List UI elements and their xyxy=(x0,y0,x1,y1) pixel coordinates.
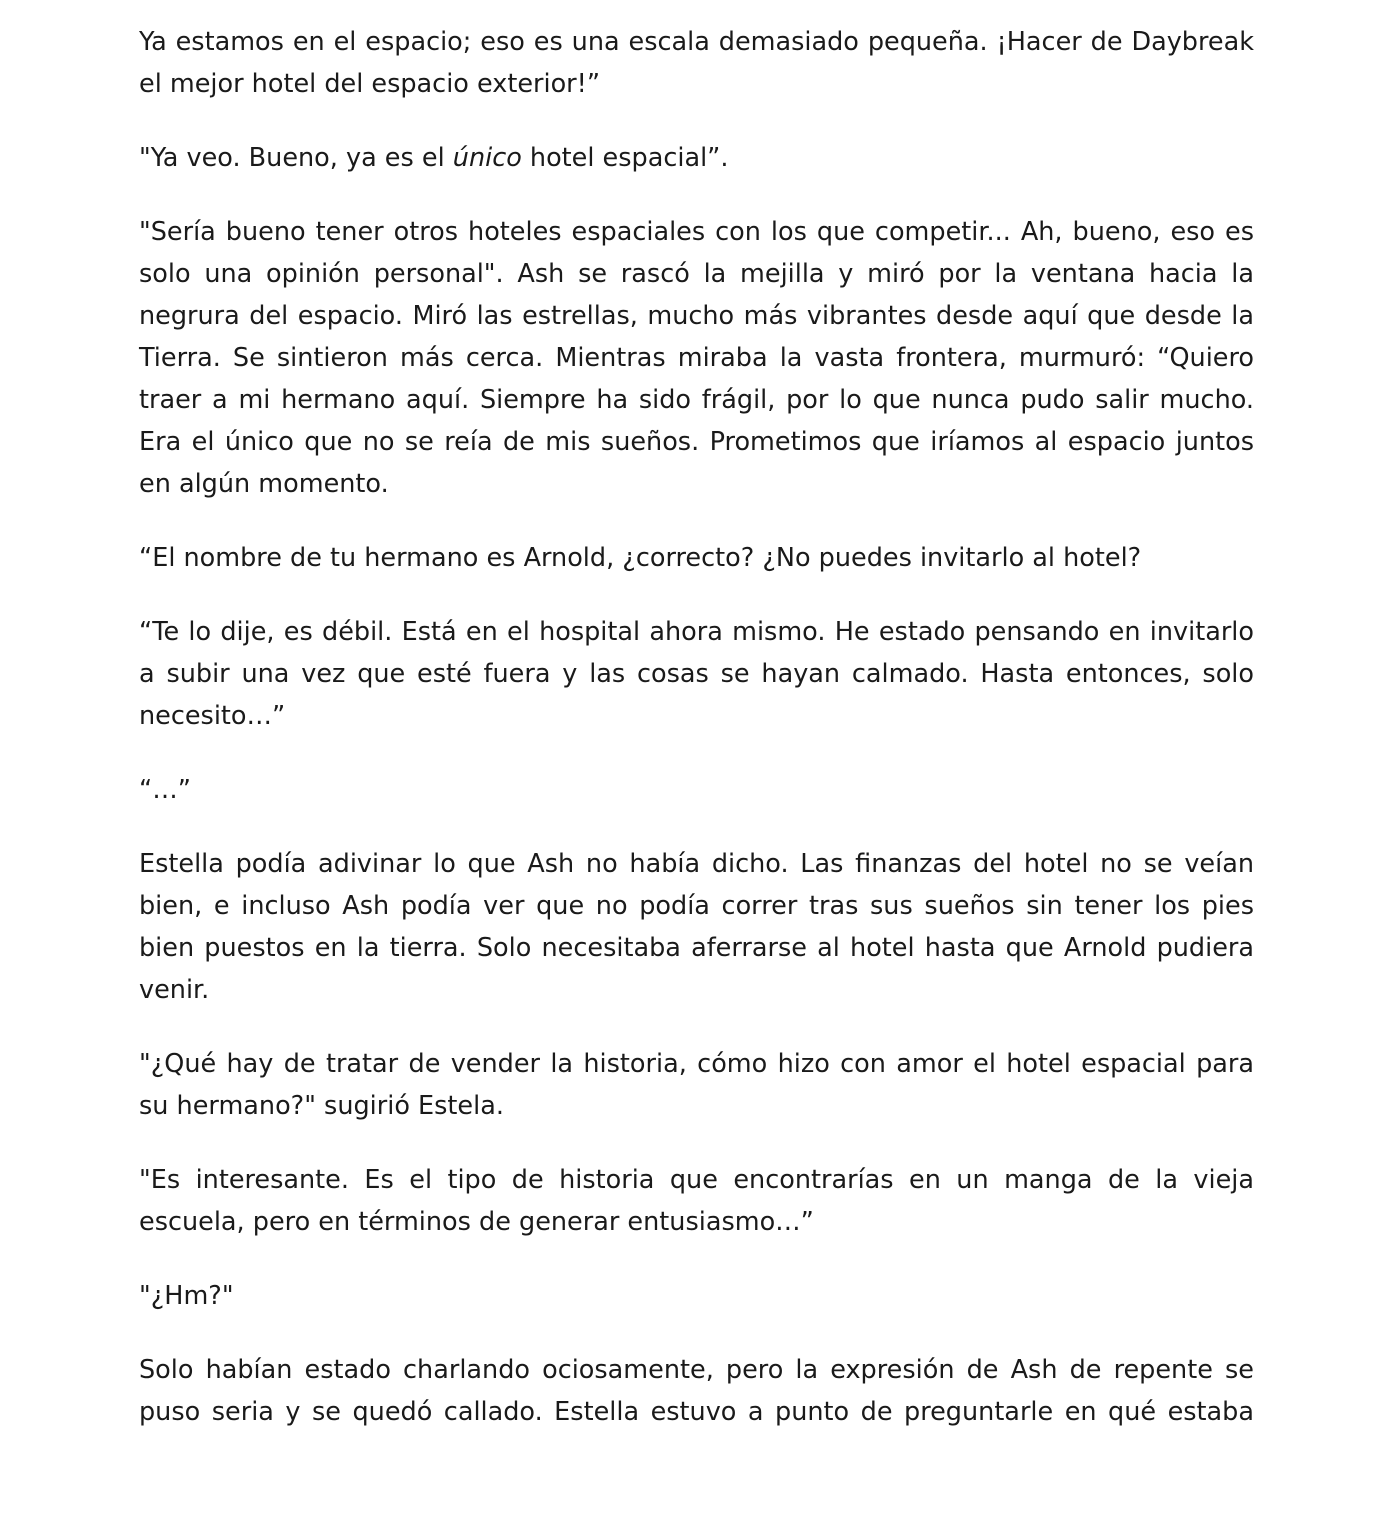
paragraph-3: "Sería bueno tener otros hoteles espaciales con los que competir... Ah, bueno, eso es solo una opinión personal". Ash se rascó la mejilla y miró por la ventana hacia la negrura del espacio. Miró las estrellas, mucho más vibrantes desde aquí que desde la Tierra. Se sintieron más cerca. Mientras miraba la vasta frontera, murmuró: “Quiero traer a mi hermano aquí. Siempre ha sido frágil, por lo que nunca pudo salir mucho. Era el único que no se reía de mis sueños. Prometimos que iríamos al espacio juntos en algún momento. xyxy=(139,217,1254,499)
paragraph-2-start: "Ya veo. Bueno, ya es el xyxy=(139,143,453,173)
paragraph-9: "Es interesante. Es el tipo de historia que encontrarías en un manga de la vieja escuela, pero en términos de generar entusiasmo…” xyxy=(139,1165,1254,1237)
paragraph-2 xyxy=(139,137,1254,179)
paragraph-8: "¿Qué hay de tratar de vender la historia, cómo hizo con amor el hotel espacial para su hermano?" sugirió Estela. xyxy=(139,1049,1254,1121)
paragraph-11: Solo habían estado charlando ociosamente, pero la expresión de Ash de repente se puso seria y se quedó callado. Estella estuvo a punto de preguntarle en qué estaba xyxy=(139,1355,1254,1427)
paragraph-6: “…” xyxy=(139,775,191,805)
paragraph-5: “Te lo dije, es débil. Está en el hospital ahora mismo. He estado pensando en invitarlo a subir una vez que esté fuera y las cosas se hayan calmado. Hasta entonces, solo necesito…” xyxy=(139,617,1254,731)
paragraph-1: Ya estamos en el espacio; eso es una escala demasiado pequeña. ¡Hacer de Daybreak el mejor hotel del espacio exterior!” xyxy=(139,27,1254,99)
text-column xyxy=(139,21,1254,1433)
paragraph-2-end: hotel espacial”. xyxy=(521,143,729,173)
paragraph-10: "¿Hm?" xyxy=(139,1281,234,1311)
paragraph-7: Estella podía adivinar lo que Ash no había dicho. Las finanzas del hotel no se veían bien, e incluso Ash podía ver que no podía correr tras sus sueños sin tener los pies bien puestos en la tierra. Solo necesitaba aferrarse al hotel hasta que Arnold pudiera venir. xyxy=(139,849,1254,1005)
paragraph-4: “El nombre de tu hermano es Arnold, ¿correcto? ¿No puedes invitarlo al hotel? xyxy=(139,543,1142,573)
paragraph-2-emphasis: único xyxy=(452,143,522,173)
